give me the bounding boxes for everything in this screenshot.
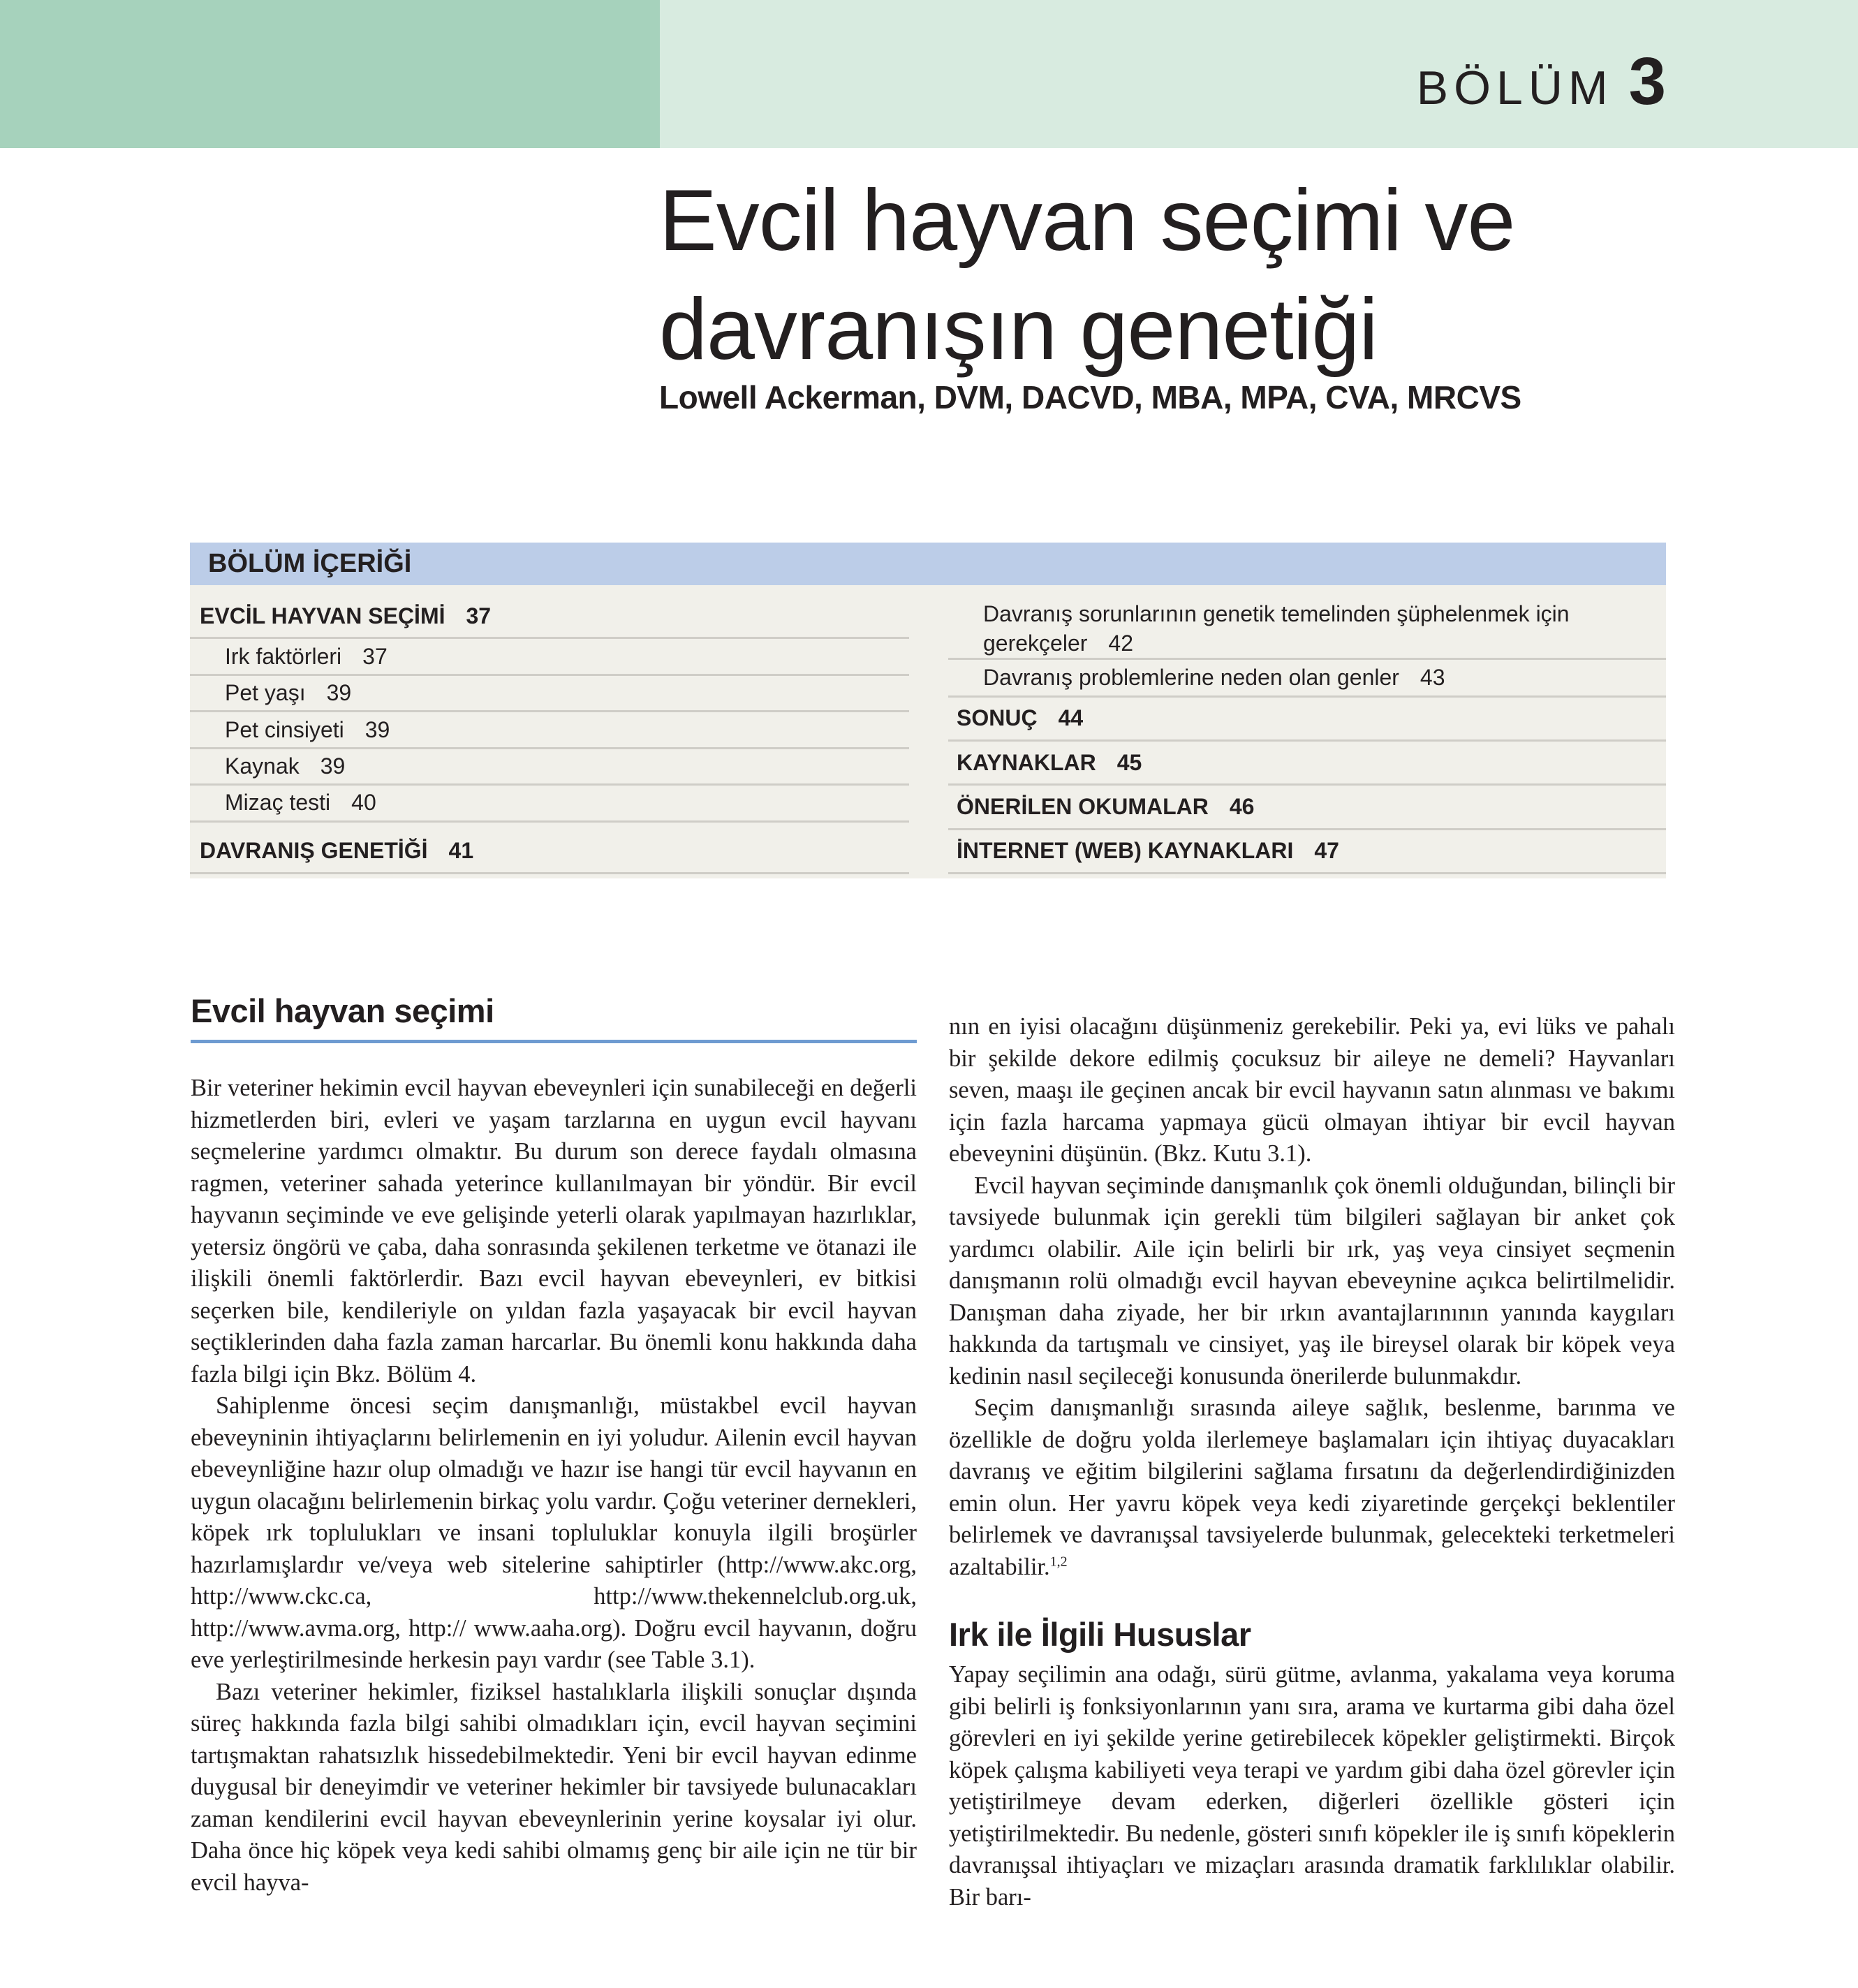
body-paragraph: nın en iyisi olacağını düşünmeniz gerekebilir. Peki ya, evi lüks ve pahalı bir şekilde dekore edilmiş çocuksuz bir aileye ne demeli? Hayvanları seven, maaşı ile geçinen ancak bir evcil hayvanın satın alınması ve bakımı için fazla harcama yapmaya gücü olmayan ihtiyar bir evcil hayvan ebeveynini düşünün. (Bkz. Kutu 3.1). <box>949 1013 1675 1167</box>
toc-item[interactable] <box>190 595 909 639</box>
toc-item-label: Irk faktörleri <box>225 643 342 669</box>
body-paragraph: Evcil hayvan seçiminde danışmanlık çok önemli olduğundan, bilinçli bir tavsiyede bulunmak için gerekli tüm bilgileri sağlayan bir anket çok yardımcı olabilir. Aile için belirli bir ırk, yaş veya cinsiyet seçmenin danışmanın rolü olmadığı evcil hayvan ebeveynine açıkca belirtilmelidir. Danışman daha ziyade, her bir ırkın avantajlarınının yanında kaygıları hakkında da tartışmalı ve cinsiyet, yaş ile bireysel olarak bir köpek veya kedinin nasıl seçileceği konusunda önerilerde bulunmakdır. <box>949 1172 1675 1390</box>
toc-item[interactable] <box>948 698 1666 742</box>
subsection-heading: Irk ile İlgili Hususlar <box>949 1616 1251 1653</box>
toc-item-page: 37 <box>466 603 492 628</box>
toc-item[interactable] <box>948 742 1666 786</box>
body-paragraph: Bir veteriner hekimin evcil hayvan ebeveynleri için sunabileceği en değerli hizmetlerden biri, evleri ve yaşam tarzlarına en uygun evcil hayvanı seçmelerine yardımcı olmaktır. Bu durum son derece faydalı olmasına ragmen, veteriner sahada yeterince kullanılmayan bir yöndür. Bir evcil hayvanın seçiminde ve eve gelişinde yeterli olarak yapılmayan hazırlıklar, yetersiz öngörü ve çaba, daha sonrasında şekilenen terketme ve ötanazi ile ilişkili önemli faktörlerdir. Bazı evcil hayvan ebeveynleri, ev bitkisi seçerken bile, kendileriyle on yıldan fazla yaşayacak bir evcil hayvan seçtiklerinden daha fazla zaman harcarlar. Bu önemli konu hakkında daha fazla bilgi için Bkz. Bölüm 4. <box>191 1075 917 1387</box>
chapter-title-line-2: davranışın genetiği <box>659 281 1378 378</box>
toc-item-label: EVCİL HAYVAN SEÇİMİ <box>200 603 445 628</box>
chapter-word: BÖLÜM <box>1416 61 1614 115</box>
toc-column-left <box>190 585 909 874</box>
toc-item-label <box>983 599 1666 658</box>
toc-item[interactable] <box>190 676 909 712</box>
toc-item[interactable] <box>948 595 1666 660</box>
body-paragraph: Sahiplenme öncesi seçim danışmanlığı, müstakbel evcil hayvan ebeveyninin ihtiyaçlarını belirlemenin en iyi yoludur. Ailenin evcil hayvan ebeveynliğine hazır olup olmadığı ve hazır ise hangi tür evcil hayvanın en uygun olacağını belirlemenin birkaç yolu vardır. Çoğu veteriner dernekleri, köpek ırk toplulukları ve insani topluluklar konuyla ilgili broşürler hazırlamışlardır ve/veya web sitelerine sahiptirler (http://www.akc.org, http://www.ckc.ca, http://www.thekennelclub.org.uk, http://www.avma.org, http:// www.aaha.org). Doğru evcil hayvanın, doğru eve yerleştirilmesinde herkesin payı vardır (see Table 3.1). <box>191 1392 917 1673</box>
toc-item-label: ÖNERİLEN OKUMALAR <box>957 793 1209 819</box>
toc-item[interactable] <box>190 639 909 675</box>
toc-item[interactable] <box>190 712 909 749</box>
chapter-number: 3 <box>1628 44 1666 119</box>
toc-item-label: Pet cinsiyeti <box>225 716 344 742</box>
toc-item-label-text: Davranış sorunlarının genetik temelinden şüphelenmek için gerekçeler <box>983 601 1570 656</box>
toc-item-label: DAVRANIŞ GENETİĞİ <box>200 837 428 863</box>
toc-item-label: Kaynak <box>225 753 300 779</box>
author-line: Lowell Ackerman, DVM, DACVD, MBA, MPA, CVA, MRCVS <box>659 379 1521 415</box>
footnote-reference[interactable]: 1,2 <box>1049 1554 1068 1569</box>
toc-item-page: 37 <box>362 643 388 669</box>
toc-item-page: 43 <box>1420 664 1445 690</box>
body-paragraph: Bazı veteriner hekimler, fiziksel hastalıklarla ilişkili sonuçlar dışında süreç hakkında fazla bilgi sahibi olmadıkları için, evcil hayvan seçimini tartışmaktan rahatsızlık hissedebilmektedir. Yeni bir evcil hayvan edinme duygusal bir deneyimdir ve veteriner hekimler bir tavsiyede bulunacakları zaman kendilerini evcil hayvan ebeveynlerinin yerine koysalar iyi olur. Daha önce hiç köpek veya kedi sahibi olmamış genç bir aile için ne tür bir evcil hayva- <box>191 1678 917 1896</box>
toc-item[interactable] <box>190 749 909 786</box>
header-band-dark <box>0 0 660 148</box>
toc-item-page: 39 <box>320 753 346 779</box>
table-of-contents <box>190 543 1666 878</box>
toc-item-label: SONUÇ <box>957 705 1038 731</box>
toc-item-page: 39 <box>364 716 390 742</box>
toc-item-label: İNTERNET (WEB) KAYNAKLARI <box>957 838 1294 864</box>
chapter-label <box>1417 43 1666 120</box>
body-paragraph <box>949 1392 1675 1583</box>
toc-item-page: 47 <box>1314 838 1339 864</box>
toc-item-page: 46 <box>1229 793 1255 819</box>
section-heading: Evcil hayvan seçimi <box>191 992 917 1043</box>
toc-item[interactable] <box>948 660 1666 698</box>
toc-item-page: 41 <box>448 837 474 863</box>
toc-item-label: Davranış problemlerine neden olan genler <box>983 664 1399 690</box>
toc-item-page: 40 <box>351 790 376 816</box>
chapter-title-line-1: Evcil hayvan seçimi ve <box>659 172 1515 269</box>
toc-body <box>190 585 1666 878</box>
toc-item-page: 44 <box>1058 705 1084 731</box>
header-band-light <box>660 0 1858 148</box>
toc-item[interactable] <box>948 786 1666 830</box>
body-column-right <box>949 1011 1675 1913</box>
toc-item[interactable] <box>190 786 909 822</box>
toc-item-page: 39 <box>326 680 352 706</box>
body-paragraph: Yapay seçilimin ana odağı, sürü gütme, avlanma, yakalama veya koruma gibi belirli iş fonksiyonlarının yanı sıra, arama ve kurtarma gibi daha özel görevleri en iyi şekilde yerine getirebilecek köpekler geliştirmekti. Birçok köpek çalışma kabiliyeti veya terapi ve yardım gibi daha özel görevler için yetiştirilmeye devam ederken, diğerleri özellikle gösteri için yetiştirilmektedir. Bu nedenle, gösteri sınıfı köpekler ile iş sınıfı köpeklerin davranışsal ihtiyaçları ve mizaçları arasında dramatik farklılıklar olabilir. Bir barı- <box>949 1661 1675 1910</box>
toc-item-label: Mizaç testi <box>225 790 331 816</box>
toc-item-label: Pet yaşı <box>225 680 306 706</box>
toc-item-page: 42 <box>1108 631 1133 656</box>
chapter-title <box>659 166 1514 384</box>
toc-item-page: 45 <box>1116 749 1142 775</box>
toc-item[interactable] <box>190 823 909 874</box>
toc-column-right <box>948 585 1666 874</box>
body-column-left <box>191 992 917 1899</box>
toc-heading: BÖLÜM İÇERİĞİ <box>190 543 1666 585</box>
toc-item-label: KAYNAKLAR <box>957 749 1096 775</box>
body-paragraph-text: Seçim danışmanlığı sırasında aileye sağlık, beslenme, barınma ve özellikle de doğru yolda ilerlemeye başlamaları için ihtiyaç duyacakları davranış ve eğitim bilgilerini sağlama fırsatını da değerlendirdiğinizden emin olun. Her yavru köpek veya kedi ziyaretinde gerçekçi beklentiler belirlemek ve davranışsal tavsiyelerde bulunmak, gelecekteki terketmeleri azaltabilir. <box>949 1394 1675 1580</box>
toc-item[interactable] <box>948 830 1666 874</box>
